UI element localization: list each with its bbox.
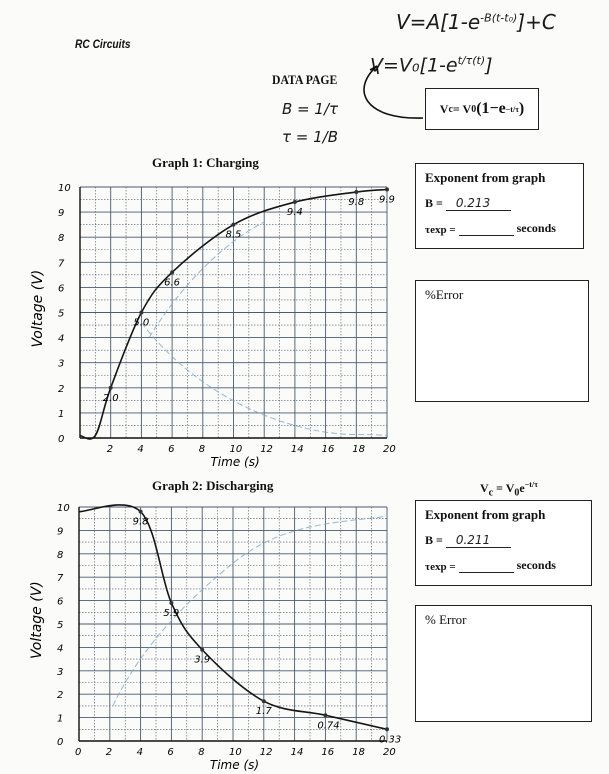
x-axis-label: Time (s) [210,455,260,469]
data-point [385,188,389,192]
general-equation-note [396,10,556,34]
formula-text: ) [518,100,525,117]
x-tick-label: 6 [168,444,175,455]
y-tick-label: 10 [58,183,71,194]
data-label: 0.33 [379,734,402,746]
y-tick-label: 5 [57,620,64,631]
y-axis-label: Voltage (V) [29,581,45,659]
unit-label: seconds [516,558,556,572]
y-tick-label: 8 [57,549,64,561]
data-label: 5.0 [133,317,150,329]
x-tick-label: 16 [321,747,335,758]
tau-field[interactable] [459,221,514,236]
x-tick-label: 20 [383,444,396,455]
y-tick-label: 6 [58,283,65,295]
y-tick-label: 7 [57,573,64,585]
graph2-title: Graph 2: Discharging [152,478,274,493]
data-label: 2.0 [102,392,119,404]
data-point [109,386,113,390]
data-point [293,200,297,204]
formula-text: −t/τ [524,480,538,489]
y-tick-label: 3 [58,358,65,370]
y-tick-label: 10 [57,503,70,514]
data-point [139,510,143,514]
y-tick-label: 2 [57,690,64,702]
box-heading: Exponent from graph [425,170,546,185]
data-point [385,727,389,731]
b-label: B = [425,533,443,547]
charging-error-box [415,280,589,402]
y-tick-label: 9 [57,526,64,538]
formula-text: e [519,481,525,495]
x-tick-label: 2 [106,444,114,455]
data-label: 0.74 [317,720,340,732]
data-point [139,311,143,315]
charging-exponent-box [415,163,584,249]
b-field[interactable] [446,533,511,548]
general-eq-tail: ]+C [517,10,556,34]
y-tick-label: 1 [57,713,64,725]
formula-text: V [480,481,489,495]
data-page-heading: DATA PAGE [272,72,338,87]
worksheet-title: RC Circuits [75,37,131,51]
data-point [323,713,327,717]
x-tick-label: 14 [290,747,304,758]
data-point [200,648,204,652]
general-eq-base: V=A[1-e [396,10,481,34]
discharging-error-box [415,605,592,722]
tau-label: τexp = [425,224,456,236]
discharging-graph [0,495,410,774]
y-tick-label: 4 [57,643,64,655]
data-label: 9.4 [286,207,303,219]
data-label: 3.9 [194,654,211,666]
discharging-exponent-box [415,500,592,586]
charge-eq-tail: ] [485,54,493,77]
x-tick-label: 2 [105,747,113,758]
x-tick-label: 4 [136,747,143,758]
formula-text: 0 [514,487,520,499]
x-tick-label: 0 [75,747,82,758]
charge-eq-exponent: t/τ(t) [457,54,486,67]
box-heading: % Error [425,612,467,627]
b-label: B = [425,196,443,210]
charging-graph [0,170,410,475]
y-tick-label: 6 [57,596,64,608]
data-label: 9.8 [132,516,149,528]
data-point [170,270,174,274]
formula-text: V [439,101,449,116]
x-tick-label: 20 [383,747,396,758]
data-label: 6.6 [164,277,181,289]
x-tick-label: 14 [290,444,304,455]
data-label: 9.8 [348,197,365,209]
formula-text: −t/τ [505,104,519,114]
x-tick-label: 10 [229,444,243,455]
y-tick-label: 5 [58,308,65,320]
tau-field[interactable] [459,558,514,573]
x-tick-label: 16 [321,444,335,455]
y-tick-label: 4 [58,333,65,345]
formula-text: c [488,487,494,499]
x-tick-label: 12 [260,444,273,455]
formula-text: c [448,103,453,115]
x-tick-label: 18 [352,747,365,758]
b-definition-note: B = 1/τ [282,100,339,118]
x-tick-label: 8 [198,747,205,758]
y-tick-label: 9 [58,208,65,220]
b-value: 0.211 [455,533,491,547]
tau-definition-note: τ = 1/B [282,128,339,146]
x-tick-label: 18 [352,444,366,455]
formula-text: = V [493,481,515,495]
box-heading: Exponent from graph [425,507,546,522]
y-tick-label: 8 [58,233,65,245]
unit-label: seconds [516,221,556,235]
x-tick-label: 6 [167,747,174,758]
general-eq-exponent: -B(t-t₀) [480,11,518,25]
data-point [169,601,173,605]
formula-text: (1−e [476,100,506,117]
data-point [354,190,358,194]
charge-eq-base: V=V₀[1-e [370,54,458,77]
y-tick-label: 2 [58,383,65,395]
formula-text: 0 [471,103,477,115]
data-label: 8.5 [225,229,242,241]
x-tick-label: 12 [259,747,273,758]
b-value: 0.213 [455,196,491,210]
data-label: 5.9 [163,607,180,619]
x-tick-label: 10 [229,747,242,758]
y-tick-label: 7 [58,258,65,270]
data-point [232,223,236,227]
x-tick-label: 8 [198,444,206,455]
y-tick-label: 3 [57,666,64,678]
y-tick-label: 0 [57,737,64,748]
graph1-title: Graph 1: Charging [152,155,259,170]
data-label: 9.9 [379,194,395,206]
discharging-formula [480,480,538,498]
y-tick-label: 0 [58,434,65,445]
data-point [262,699,266,703]
x-tick-label: 4 [137,444,144,455]
pencil-sketch-curve [113,516,387,706]
x-axis-label: Time (s) [209,758,260,772]
formula-text: = V [452,101,472,116]
y-tick-label: 1 [58,408,65,420]
y-axis-label: Voltage (V) [30,269,46,348]
charging-formula-box [425,88,539,130]
tau-label: τexp = [425,561,456,573]
box-heading: %Error [425,287,464,302]
data-label: 1.7 [255,706,272,718]
b-field[interactable] [446,196,511,211]
